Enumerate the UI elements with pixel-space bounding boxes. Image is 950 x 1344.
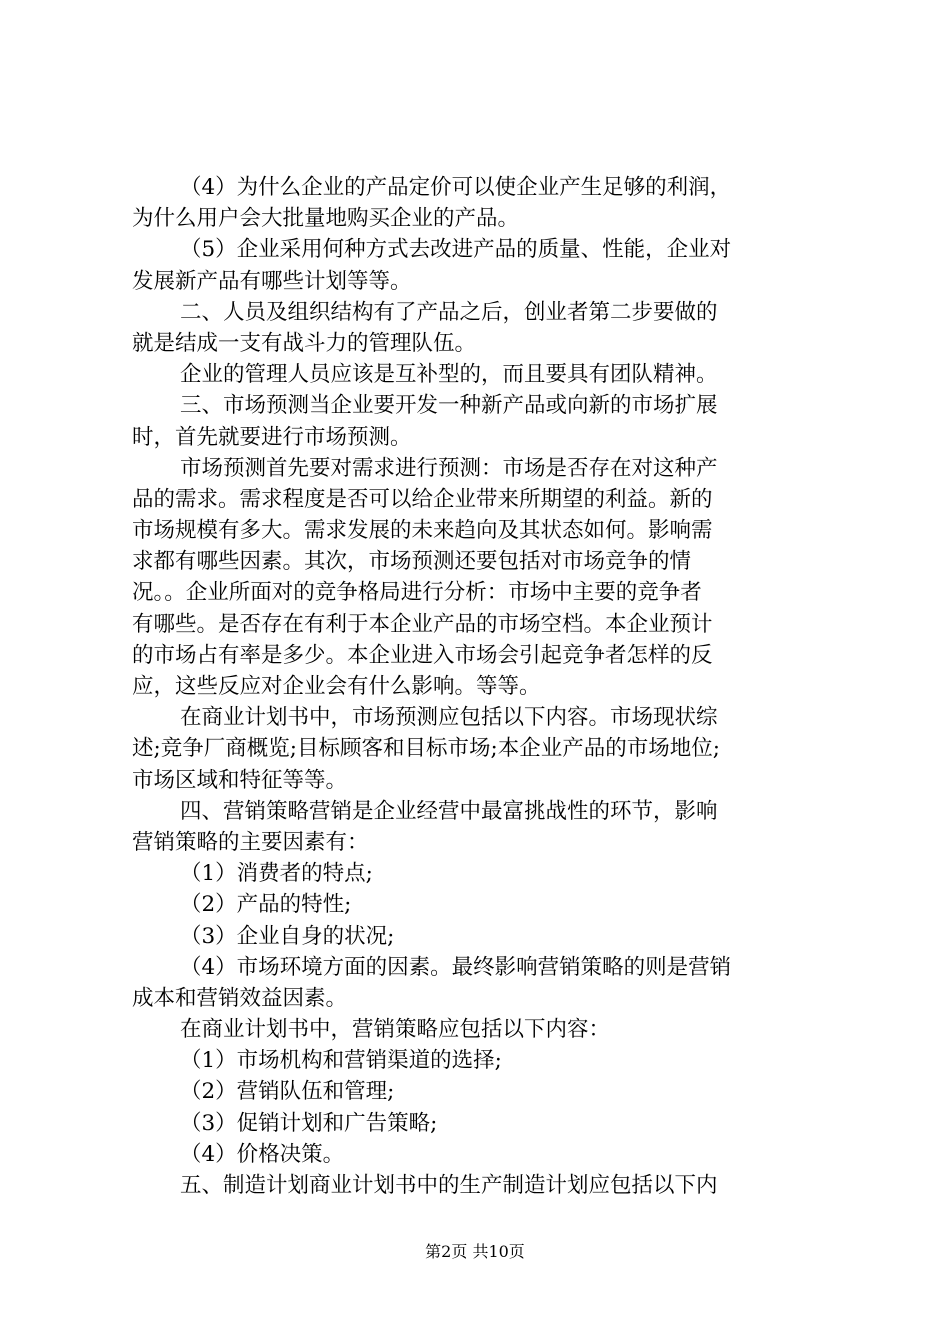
text-line: 有哪些。是否存在有利于本企业产品的市场空档。本企业预计 xyxy=(132,611,713,637)
text-line: 就是结成一支有战斗力的管理队伍。 xyxy=(132,330,477,356)
text-line: 四、营销策略营销是企业经营中最富挑战性的环节，影响 xyxy=(180,798,718,824)
document-body xyxy=(132,172,832,1201)
text-line: 况。。企业所面对的竞争格局进行分析：市场中主要的竞争者 xyxy=(132,580,702,606)
text-line: 市场预测首先要对需求进行预测：市场是否存在对这种产 xyxy=(180,455,718,481)
text-line: （4）市场环境方面的因素。最终影响营销策略的则是营销 xyxy=(180,954,732,980)
text-line: 品的需求。需求程度是否可以给企业带来所期望的利益。新的 xyxy=(132,486,713,512)
text-line: 的市场占有率是多少。本企业进入市场会引起竞争者怎样的反 xyxy=(132,642,713,668)
text-line: （3）企业自身的状况; xyxy=(180,923,395,949)
text-line: 述;竞争厂商概览;目标顾客和目标市场;本企业产品的市场地位; xyxy=(132,736,720,762)
text-line: 三、市场预测当企业要开发一种新产品或向新的市场扩展 xyxy=(180,393,718,419)
text-line: 成本和营销效益因素。 xyxy=(132,985,348,1011)
text-line: （4）价格决策。 xyxy=(180,1141,345,1167)
text-line: 市场规模有多大。需求发展的未来趋向及其状态如何。影响需 xyxy=(132,518,713,544)
text-line: 五、制造计划商业计划书中的生产制造计划应包括以下内 xyxy=(180,1173,718,1198)
text-line: （1）市场机构和营销渠道的选择; xyxy=(180,1048,502,1074)
text-line: 在商业计划书中，营销策略应包括以下内容： xyxy=(180,1017,611,1043)
text-line: 求都有哪些因素。其次，市场预测还要包括对市场竞争的情 xyxy=(132,549,692,575)
text-line: （1）消费者的特点; xyxy=(180,861,373,887)
text-line: 二、人员及组织结构有了产品之后，创业者第二步要做的 xyxy=(180,299,718,325)
text-line: 市场区域和特征等等。 xyxy=(132,767,348,793)
text-line: （2）产品的特性; xyxy=(180,892,352,918)
text-line: 企业的管理人员应该是互补型的，而且要具有团队精神。 xyxy=(180,362,718,388)
text-line: 应，这些反应对企业会有什么影响。等等。 xyxy=(132,674,541,699)
text-line: 营销策略的主要因素有： xyxy=(132,829,369,855)
text-line: 时，首先就要进行市场预测。 xyxy=(132,424,412,450)
text-line: （2）营销队伍和管理; xyxy=(180,1079,395,1105)
page-footer: 第2页 共10页 xyxy=(425,1242,525,1261)
text-line: （5）企业采用何种方式去改进产品的质量、性能，企业对 xyxy=(180,237,732,263)
text-line: （4）为什么企业的产品定价可以使企业产生足够的利润， xyxy=(180,175,732,200)
text-line: 为什么用户会大批量地购买企业的产品。 xyxy=(132,206,520,232)
text-line: 发展新产品有哪些计划等等。 xyxy=(132,268,412,294)
text-line: 在商业计划书中，市场预测应包括以下内容。市场现状综 xyxy=(180,705,718,731)
text-line: （3）促销计划和广告策略; xyxy=(180,1110,438,1136)
